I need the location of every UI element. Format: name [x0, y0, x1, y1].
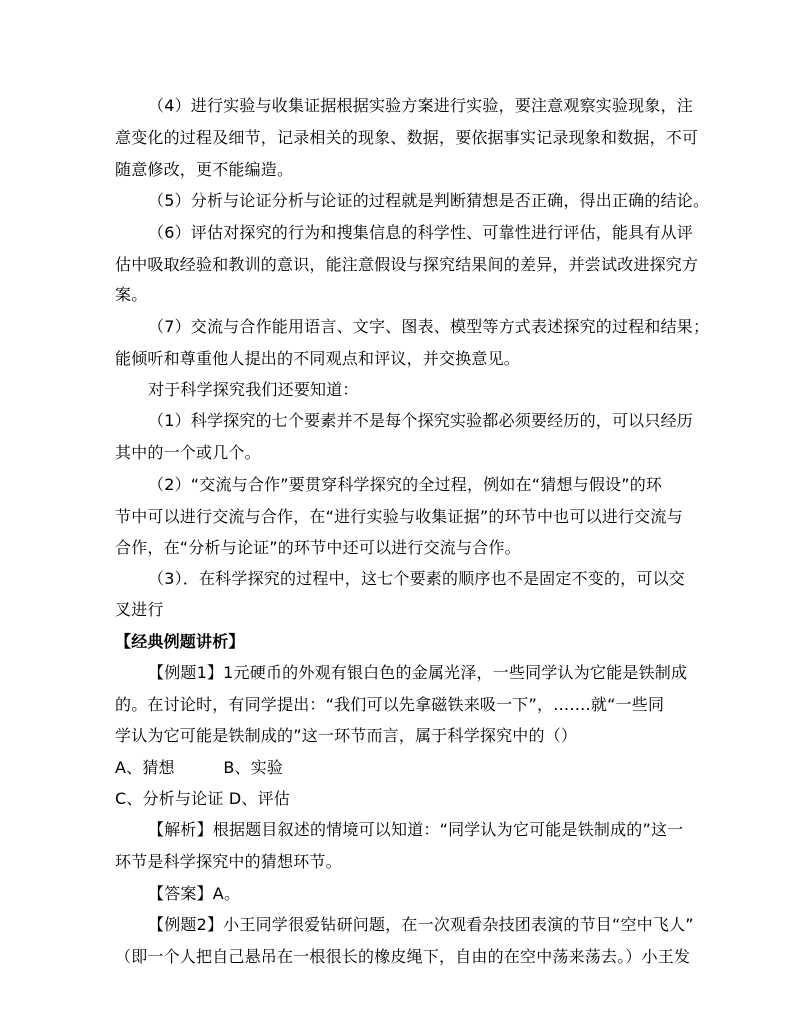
text-line: 【例题2】小王同学很爱钻研问题，在一次观看杂技团表演的节目“空中飞人”: [148, 915, 694, 934]
text-line: 的。在讨论时，有同学提出：“我们可以先拿磁铁来吸一下”，…….就“一些同: [115, 695, 665, 714]
text-line: 意变化的过程及细节，记录相关的现象、数据，要依据事实记录现象和数据，不可: [115, 128, 699, 147]
text-line: 估中吸取经验和教训的意识，能注意假设与探究结果间的差异，并尝试改进探究方: [115, 255, 699, 274]
text-line: 【解析】根据题目叙述的情境可以知道：“同学认为它可能是铁制成的”这一: [148, 820, 684, 839]
text-line: 节中可以进行交流与合作，在“进行实验与收集证据”的环节中也可以进行交流与: [115, 507, 683, 526]
text-line: （3）．在科学探究的过程中，这七个要素的顺序也不是固定不变的，可以交: [148, 569, 685, 588]
text-line: （7）交流与合作能用语言、文字、图表、模型等方式表述探究的过程和结果；: [148, 317, 710, 336]
text-line: C、分析与论证 D、评估: [115, 789, 290, 808]
text-line: 其中的一个或几个。: [115, 443, 261, 462]
text-line: （2）“交流与合作”要贯穿科学探究的全过程，例如在“猜想与假设”的环: [148, 475, 663, 494]
text-line: （1）科学探究的七个要素并不是每个探究实验都必须要经历的，可以只经历: [148, 411, 693, 430]
text-line: 学认为它可能是铁制成的”这一环节而言，属于科学探究中的（）: [115, 726, 578, 745]
text-line: （即一个人把自己悬吊在一根很长的橡皮绳下，自由的在空中荡来荡去。）小王发: [115, 947, 691, 966]
text-line: 随意修改，更不能编造。: [115, 160, 294, 179]
text-line: 合作，在“分析与论证”的环节中还可以进行交流与合作。: [115, 538, 521, 557]
text-line: 环节是科学探究中的猜想环节。: [115, 852, 342, 871]
text-line: （5）分析与论证分析与论证的过程就是判断猜想是否正确，得出正确的结论。: [148, 191, 710, 210]
section-heading: 【经典例题讲析】: [115, 632, 245, 651]
text-line: 【例题1】1元硬币的外观有银白色的金属光泽，一些同学认为它能是铁制成: [148, 663, 688, 682]
text-line: 【答案】A。: [148, 884, 241, 903]
text-line: （4）进行实验与收集证据根据实验方案进行实验，要注意观察实验现象，注: [148, 96, 693, 115]
text-line: 叉进行: [115, 600, 164, 619]
text-line: 案。: [115, 285, 148, 304]
text-line: 能倾听和尊重他人提出的不同观点和评议，并交换意见。: [115, 349, 521, 368]
text-line: （6）评估对探究的行为和搜集信息的科学性、可靠性进行评估，能具有从评: [148, 223, 693, 242]
text-line: A、猜想 B、实验: [115, 758, 284, 777]
text-line: 对于科学探究我们还要知道：: [148, 380, 359, 399]
